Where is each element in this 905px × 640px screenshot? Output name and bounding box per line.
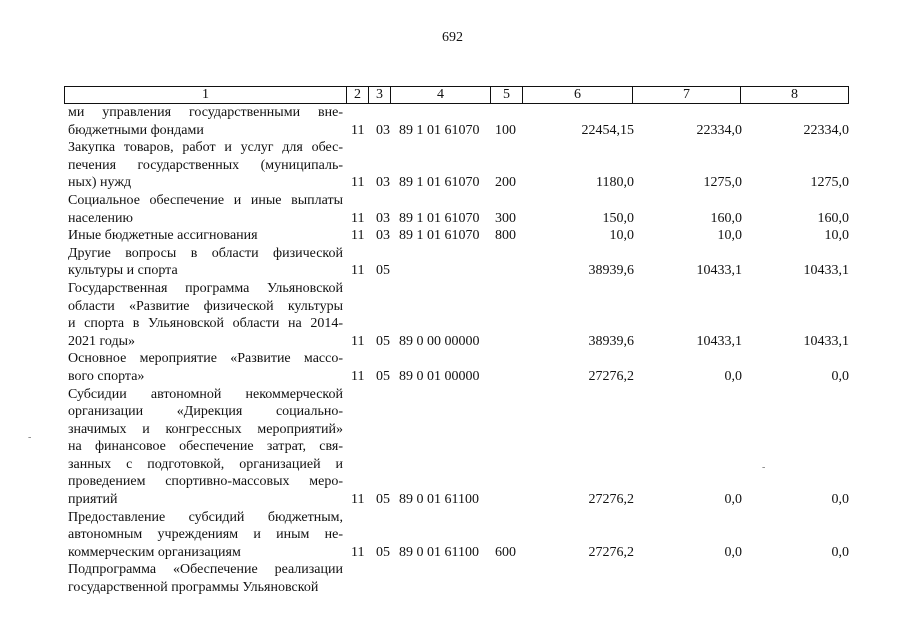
description-line: Социальное обеспечение и иные выплаты: [68, 192, 343, 208]
description-line: ми управления государственными вне-: [68, 105, 343, 120]
cell-col-6: 10,0: [609, 228, 634, 244]
cell-col-2: 11: [351, 263, 365, 279]
description-line: на финансовое обеспечение затрат, свя-: [68, 439, 343, 455]
cell-col-6: 1180,0: [596, 175, 634, 191]
table-row: [0, 139, 905, 192]
column-header-table: [64, 86, 849, 104]
column-header-6: 6: [523, 87, 633, 104]
cell-col-4: 89 1 01 61070: [399, 175, 480, 191]
description-line: Иные бюджетные ассигнования: [68, 228, 258, 244]
description-line: Основное мероприятие «Развитие массо-: [68, 351, 343, 367]
description-line: Закупка товаров, работ и услуг для обес-: [68, 140, 343, 156]
column-header-4: 4: [391, 87, 491, 104]
cell-col-2: 11: [351, 122, 365, 138]
budget-table-body: [0, 104, 905, 597]
cell-col-7: 0,0: [724, 544, 742, 560]
description-line: вого спорта»: [68, 368, 145, 384]
cell-col-6: 27276,2: [588, 544, 634, 560]
cell-col-7: 22334,0: [696, 122, 742, 138]
table-row: [0, 386, 905, 509]
table-row: [0, 280, 905, 350]
row-description: [68, 104, 343, 139]
description-line: проведением спортивно-массовых меро-: [68, 474, 343, 490]
row-description: [68, 561, 343, 596]
description-line: Другие вопросы в области физической: [68, 245, 343, 261]
column-header-5: 5: [491, 87, 523, 104]
description-line: Предоставление субсидий бюджетным,: [68, 509, 343, 525]
row-description: [68, 245, 343, 280]
description-line: Подпрограмма «Обеспечение реализации: [68, 562, 343, 578]
cell-col-5: 100: [495, 122, 516, 138]
cell-col-8: 1275,0: [810, 175, 849, 191]
description-line: печения государственных (муниципаль-: [68, 157, 343, 173]
scan-speck: -: [762, 462, 766, 473]
row-description: [68, 509, 343, 562]
cell-col-4: 89 1 01 61070: [399, 122, 480, 138]
column-header-1: 1: [65, 87, 347, 104]
page-number: 692: [442, 30, 463, 45]
cell-col-4: 89 0 01 61100: [399, 544, 479, 560]
cell-col-5: 800: [495, 228, 516, 244]
cell-col-2: 11: [351, 175, 365, 191]
cell-col-6: 38939,6: [588, 333, 634, 349]
row-description: [68, 227, 343, 245]
cell-col-5: 300: [495, 210, 516, 226]
cell-col-3: 05: [376, 492, 390, 508]
row-description: [68, 192, 343, 227]
cell-col-3: 03: [376, 122, 390, 138]
cell-col-7: 1275,0: [703, 175, 742, 191]
description-line: бюджетными фондами: [68, 122, 204, 138]
cell-col-4: 89 0 01 61100: [399, 492, 479, 508]
cell-col-3: 05: [376, 544, 390, 560]
cell-col-8: 0,0: [831, 368, 849, 384]
cell-col-6: 150,0: [602, 210, 634, 226]
cell-col-2: 11: [351, 333, 365, 349]
table-row: [0, 192, 905, 227]
description-line: организации «Дирекция социально-: [68, 404, 343, 420]
cell-col-3: 03: [376, 175, 390, 191]
cell-col-8: 0,0: [831, 544, 849, 560]
table-row: [0, 227, 905, 245]
description-line: коммерческим организациям: [68, 544, 241, 560]
cell-col-6: 27276,2: [588, 368, 634, 384]
cell-col-7: 160,0: [710, 210, 742, 226]
description-line: культуры и спорта: [68, 263, 178, 279]
description-line: значимых и конгрессных мероприятий»: [68, 421, 343, 437]
cell-col-8: 22334,0: [803, 122, 849, 138]
cell-col-7: 10433,1: [696, 263, 742, 279]
description-line: государственной программы Ульяновской: [68, 580, 319, 596]
description-line: Государственная программа Ульяновской: [68, 280, 343, 296]
column-header-row: [65, 87, 849, 104]
description-line: ных) нужд: [68, 175, 132, 191]
cell-col-8: 0,0: [831, 492, 849, 508]
row-description: [68, 139, 343, 192]
table-row: [0, 509, 905, 562]
scan-speck: -: [28, 432, 32, 443]
column-header-8: 8: [741, 87, 849, 104]
description-line: области «Развитие физической культуры: [68, 298, 343, 314]
row-description: [68, 386, 343, 509]
cell-col-6: 38939,6: [588, 263, 634, 279]
description-line: населению: [68, 210, 133, 226]
description-line: Субсидии автономной некоммерческой: [68, 386, 343, 402]
table-row: [0, 561, 905, 596]
row-description: [68, 280, 343, 350]
description-line: автономным учреждениям и иным не-: [68, 527, 343, 543]
cell-col-2: 11: [351, 368, 365, 384]
column-header-3: 3: [369, 87, 391, 104]
cell-col-7: 0,0: [724, 368, 742, 384]
cell-col-3: 03: [376, 228, 390, 244]
description-line: занных с подготовкой, организацией и: [68, 456, 343, 472]
cell-col-3: 05: [376, 368, 390, 384]
cell-col-3: 03: [376, 210, 390, 226]
cell-col-4: 89 1 01 61070: [399, 210, 480, 226]
cell-col-5: 200: [495, 175, 516, 191]
table-row: [0, 104, 905, 139]
cell-col-7: 10433,1: [696, 333, 742, 349]
cell-col-6: 27276,2: [588, 492, 634, 508]
cell-col-6: 22454,15: [581, 122, 634, 138]
column-header-7: 7: [633, 87, 741, 104]
cell-col-8: 10433,1: [803, 263, 849, 279]
column-header-2: 2: [347, 87, 369, 104]
table-row: [0, 350, 905, 385]
row-description: [68, 350, 343, 385]
cell-col-8: 160,0: [817, 210, 849, 226]
cell-col-2: 11: [351, 544, 365, 560]
table-row: [0, 245, 905, 280]
cell-col-3: 05: [376, 263, 390, 279]
description-line: 2021 годы»: [68, 333, 136, 349]
cell-col-4: 89 0 00 00000: [399, 333, 480, 349]
cell-col-5: 600: [495, 544, 516, 560]
cell-col-2: 11: [351, 228, 365, 244]
description-line: приятий: [68, 492, 118, 508]
cell-col-3: 05: [376, 333, 390, 349]
cell-col-4: 89 1 01 61070: [399, 228, 480, 244]
cell-col-8: 10433,1: [803, 333, 849, 349]
cell-col-7: 10,0: [717, 228, 742, 244]
description-line: и спорта в Ульяновской области на 2014-: [68, 316, 343, 332]
cell-col-2: 11: [351, 492, 365, 508]
cell-col-4: 89 0 01 00000: [399, 368, 480, 384]
cell-col-2: 11: [351, 210, 365, 226]
cell-col-7: 0,0: [724, 492, 742, 508]
cell-col-8: 10,0: [824, 228, 849, 244]
